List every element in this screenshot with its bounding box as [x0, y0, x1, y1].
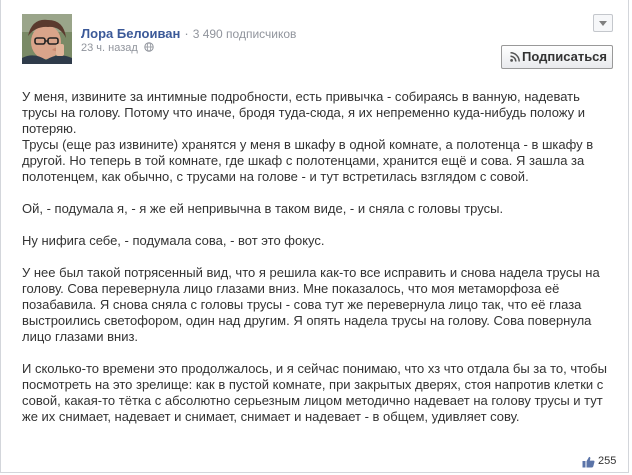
post-footer	[1, 453, 628, 473]
rss-icon	[510, 52, 520, 62]
subscribe-label: Подписаться	[522, 49, 608, 64]
post-paragraph: У нее был такой потрясенный вид, что я решила как-то все исправить и снова надела трусы на голову. Сова перевернула лицо глазами вниз. Мне показалось, что моя метаморфоза её позабавила. Я снова сняла с головы трусы - сова тут же перевернула лицо так, что её глаза выстроились светофором, один над другим. Я опять надела трусы на голову. Сова повернула лицо глазами вниз.	[22, 265, 600, 344]
post-paragraph: И сколько-то времени это продолжалось, и я сейчас понимаю, что хз что отдала бы за то, чтобы посмотреть на это зрелище: как в пустой комнате, при закрытых дверях, стоя напротив клетки с совой, какая-то тётка с абсолютно серьезным лицом методично надевает на голову трусы и тут же их снимает, надевает и снимает, снимает и надевает - в общем, удивляет сову.	[22, 361, 607, 424]
author-line	[81, 26, 296, 42]
post-paragraph: У меня, извините за интимные подробности, есть привычка - собираясь в ванную, надевать трусы на голову. Потому что иначе, бродя туда-сюда, я их непременно куда-нибудь положу и потеряю.	[22, 89, 586, 136]
post-paragraph: Ну нифига себе, - подумала сова, - вот это фокус.	[22, 233, 325, 248]
post-paragraph: Ой, - подумала я, - я же ей непривычна в таком виде, - и сняла с головы трусы.	[22, 201, 504, 216]
post-timestamp[interactable]: 23 ч. назад	[81, 42, 138, 54]
author-name[interactable]: Лора Белоиван	[81, 26, 181, 41]
thumbs-up-icon[interactable]	[582, 456, 595, 468]
chevron-down-icon	[599, 21, 607, 26]
globe-icon	[144, 42, 154, 52]
avatar[interactable]	[22, 14, 72, 64]
post-text	[22, 89, 617, 425]
post-paragraph: Трусы (еще раз извините) хранятся у меня в шкафу в одной комнате, а полотенца - в шкафу в другой. Но теперь в той комнате, где шкаф с полотенцами, хранится ещё и сова. Я зашла за полотенцем, как обычно, с трусами на голове - и тут встретилась взглядом с совой.	[22, 137, 594, 184]
post-menu-button[interactable]	[593, 14, 613, 32]
like-count[interactable]: 255	[598, 455, 617, 467]
subscriber-count[interactable]: 3 490 подписчиков	[192, 27, 297, 41]
avatar-image	[22, 14, 72, 64]
post-meta	[81, 42, 154, 54]
subscribe-button[interactable]	[501, 45, 613, 69]
post-header	[1, 0, 628, 70]
separator-dot: ·	[184, 26, 189, 41]
